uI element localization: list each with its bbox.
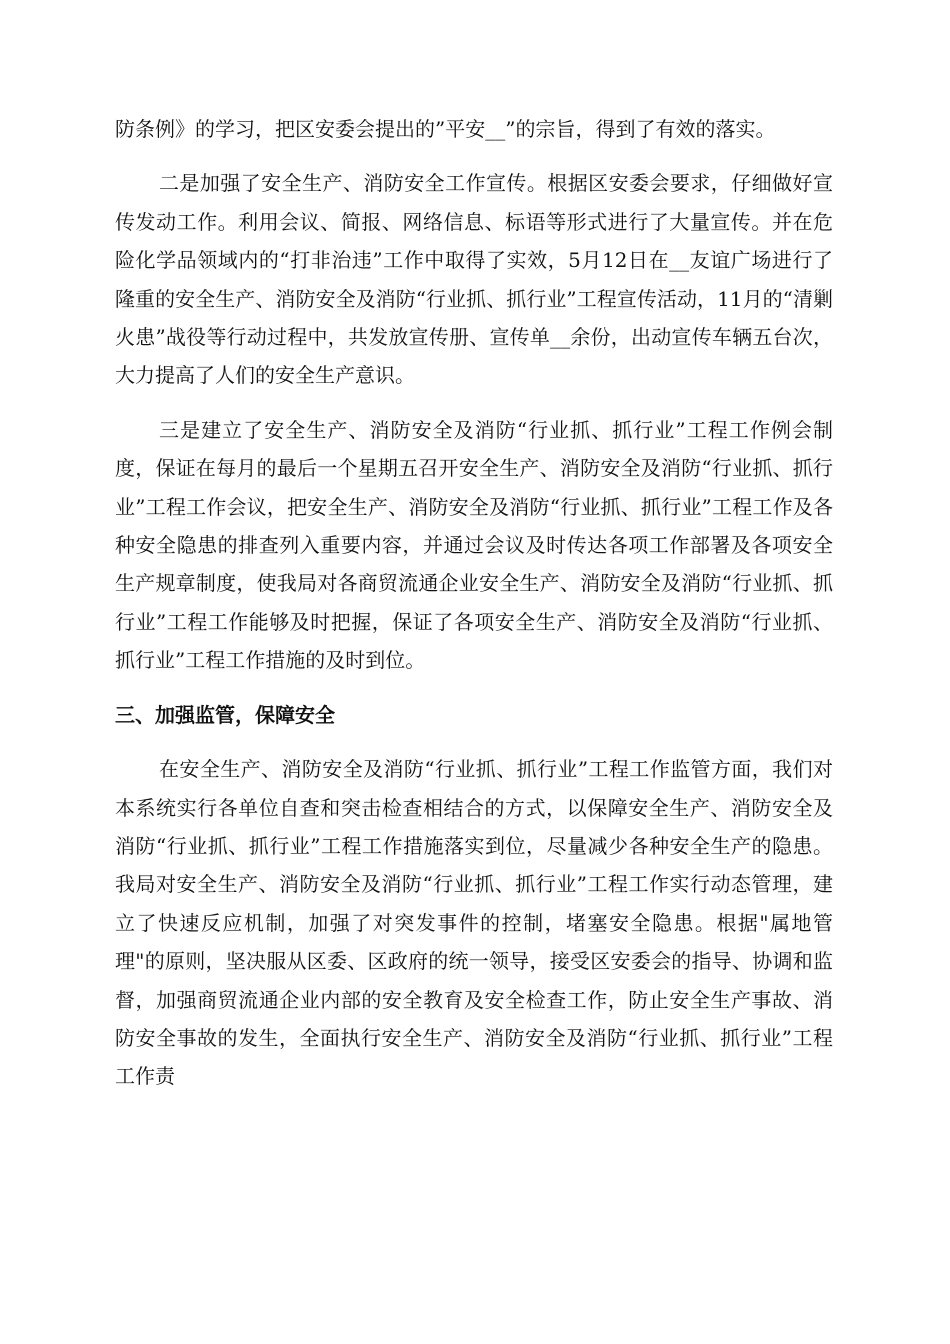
document-page [115, 110, 833, 1112]
paragraph-meeting-system: 三是建立了安全生产、消防安全及消防“行业抓、抓行业”工程工作例会制度，保证在每月的最后一个星期五召开安全生产、消防安全及消防“行业抓、抓行业”工程工作会议，把安全生产、消防安全及消防“行业抓、抓行业”工程工作及各种安全隐患的排查列入重要内容，并通过会议及时传达各项工作部署及各项安全生产规章制度，使我局对各商贸流通企业安全生产、消防安全及消防“行业抓、抓行业”工程工作能够及时把握，保证了各项安全生产、消防安全及消防“行业抓、抓行业”工程工作措施的及时到位。 [115, 417, 833, 673]
section-heading: 三、加强监管，保障安全 [115, 702, 335, 727]
paragraph-publicity: 二是加强了安全生产、消防安全工作宣传。根据区安委会要求，仔细做好宣传发动工作。利用会议、简报、网络信息、标语等形式进行了大量宣传。并在危险化学品领域内的“打非治违”工作中取得了实效，5月12日在__友谊广场进行了隆重的安全生产、消防安全及消防“行业抓、抓行业”工程宣传活动，11月的“清剿火患”战役等行动过程中，共发放宣传册、宣传单__余份，出动宣传车辆五台次，大力提高了人们的安全生产意识。 [115, 171, 833, 388]
paragraph-continuation: 防条例》的学习，把区安委会提出的”平安__”的宗旨，得到了有效的落实。 [115, 117, 776, 141]
paragraph-supervision: 在安全生产、消防安全及消防“行业抓、抓行业”工程工作监管方面，我们对本系统实行各单位自查和突击检查相结合的方式，以保障安全生产、消防安全及消防“行业抓、抓行业”工程工作措施落实到位，尽量减少各种安全生产的隐患。我局对安全生产、消防安全及消防“行业抓、抓行业”工程工作实行动态管理，建立了快速反应机制，加强了对突发事件的控制，堵塞安全隐患。根据"属地管理"的原则，坚决服从区委、区政府的统一领导，接受区安委会的指导、协调和监督，加强商贸流通企业内部的安全教育及安全检查工作，防止安全生产事故、消防安全事故的发生，全面执行安全生产、消防安全及消防“行业抓、抓行业”工程工作责 [115, 757, 833, 1089]
